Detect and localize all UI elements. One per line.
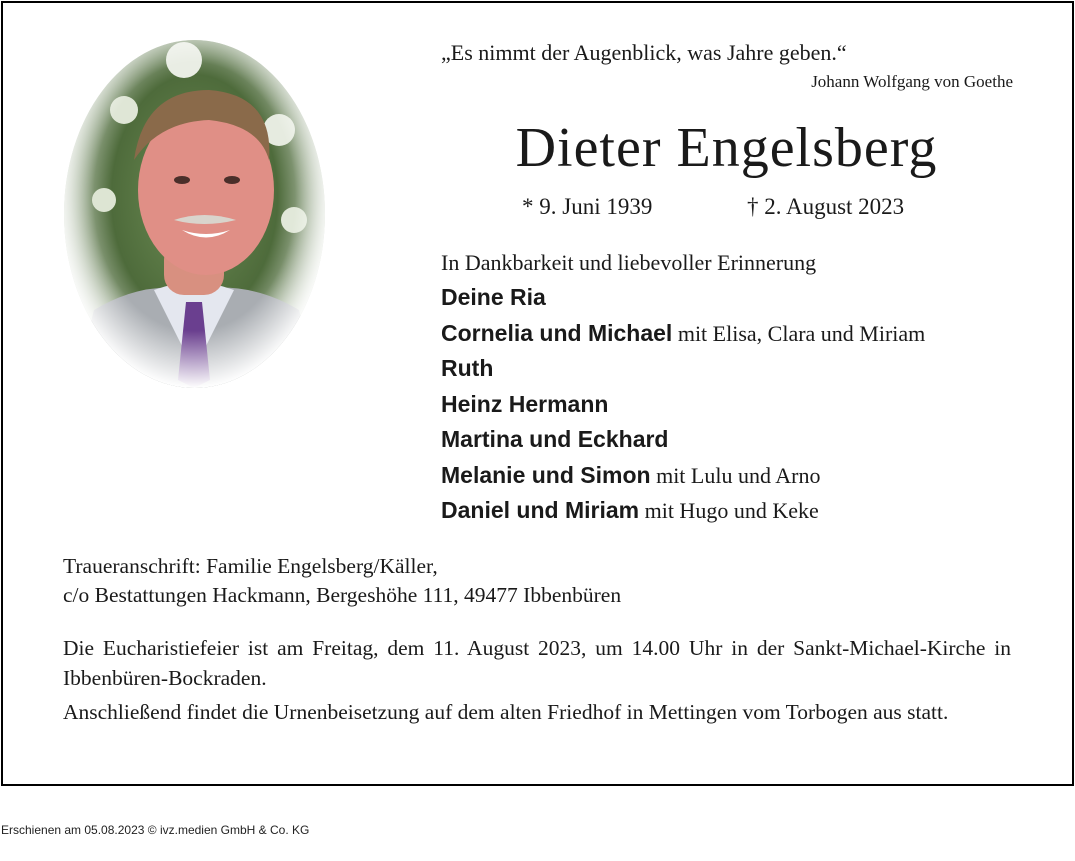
- deceased-name: Dieter Engelsberg: [515, 117, 938, 179]
- mourner-names: Cornelia und Michael: [441, 319, 673, 346]
- mourner-names: Martina und Eckhard: [441, 426, 669, 452]
- portrait-photo: [64, 40, 325, 388]
- mourner-line: [441, 316, 925, 352]
- mourner-names: Ruth: [441, 355, 494, 381]
- birth-date: * 9. Juni 1939: [522, 194, 653, 219]
- remembrance-intro: In Dankbarkeit und liebevoller Erinnerung: [441, 250, 817, 275]
- burial-info: Anschließend findet die Urnenbeisetzung auf dem alten Friedhof in Mettingen vom Torbogen aus statt.: [63, 700, 949, 724]
- address-line-1: Traueranschrift: Familie Engelsberg/Käller,: [63, 554, 438, 578]
- quote-author: Johann Wolfgang von Goethe: [811, 72, 1013, 91]
- address-line-2: c/o Bestattungen Hackmann, Bergeshöhe 111, 49477 Ibbenbüren: [63, 583, 622, 607]
- publication-footer: Erschienen am 05.08.2023 © ivz.medien GmbH & Co. KG: [1, 823, 310, 837]
- mourner-names: Heinz Hermann: [441, 390, 609, 417]
- condolence-address: [63, 552, 621, 610]
- mourner-extra: mit Hugo und Keke: [639, 498, 819, 523]
- mourners-list: [441, 280, 925, 529]
- mourner-line: [441, 387, 925, 423]
- mourner-names: Deine Ria: [441, 284, 546, 310]
- mourner-line: [441, 351, 925, 387]
- mourner-line: [441, 458, 925, 494]
- death-date: † 2. August 2023: [747, 194, 905, 219]
- mourner-line: [441, 280, 925, 316]
- goethe-quote: „Es nimmt der Augenblick, was Jahre geben.“: [441, 40, 847, 65]
- mourner-line: [441, 422, 925, 458]
- mourner-names: Melanie und Simon: [441, 461, 651, 488]
- mourner-extra: mit Lulu und Arno: [650, 462, 821, 488]
- mourner-extra: mit Elisa, Clara und Miriam: [672, 320, 926, 346]
- service-info: Die Eucharistiefeier ist am Freitag, dem 11. August 2023, um 14.00 Uhr in der Sankt-Michael-Kirche in Ibbenbüren-Bockraden.: [63, 636, 1011, 690]
- mourner-line: [441, 493, 925, 529]
- mourner-names: Daniel und Miriam: [441, 497, 640, 523]
